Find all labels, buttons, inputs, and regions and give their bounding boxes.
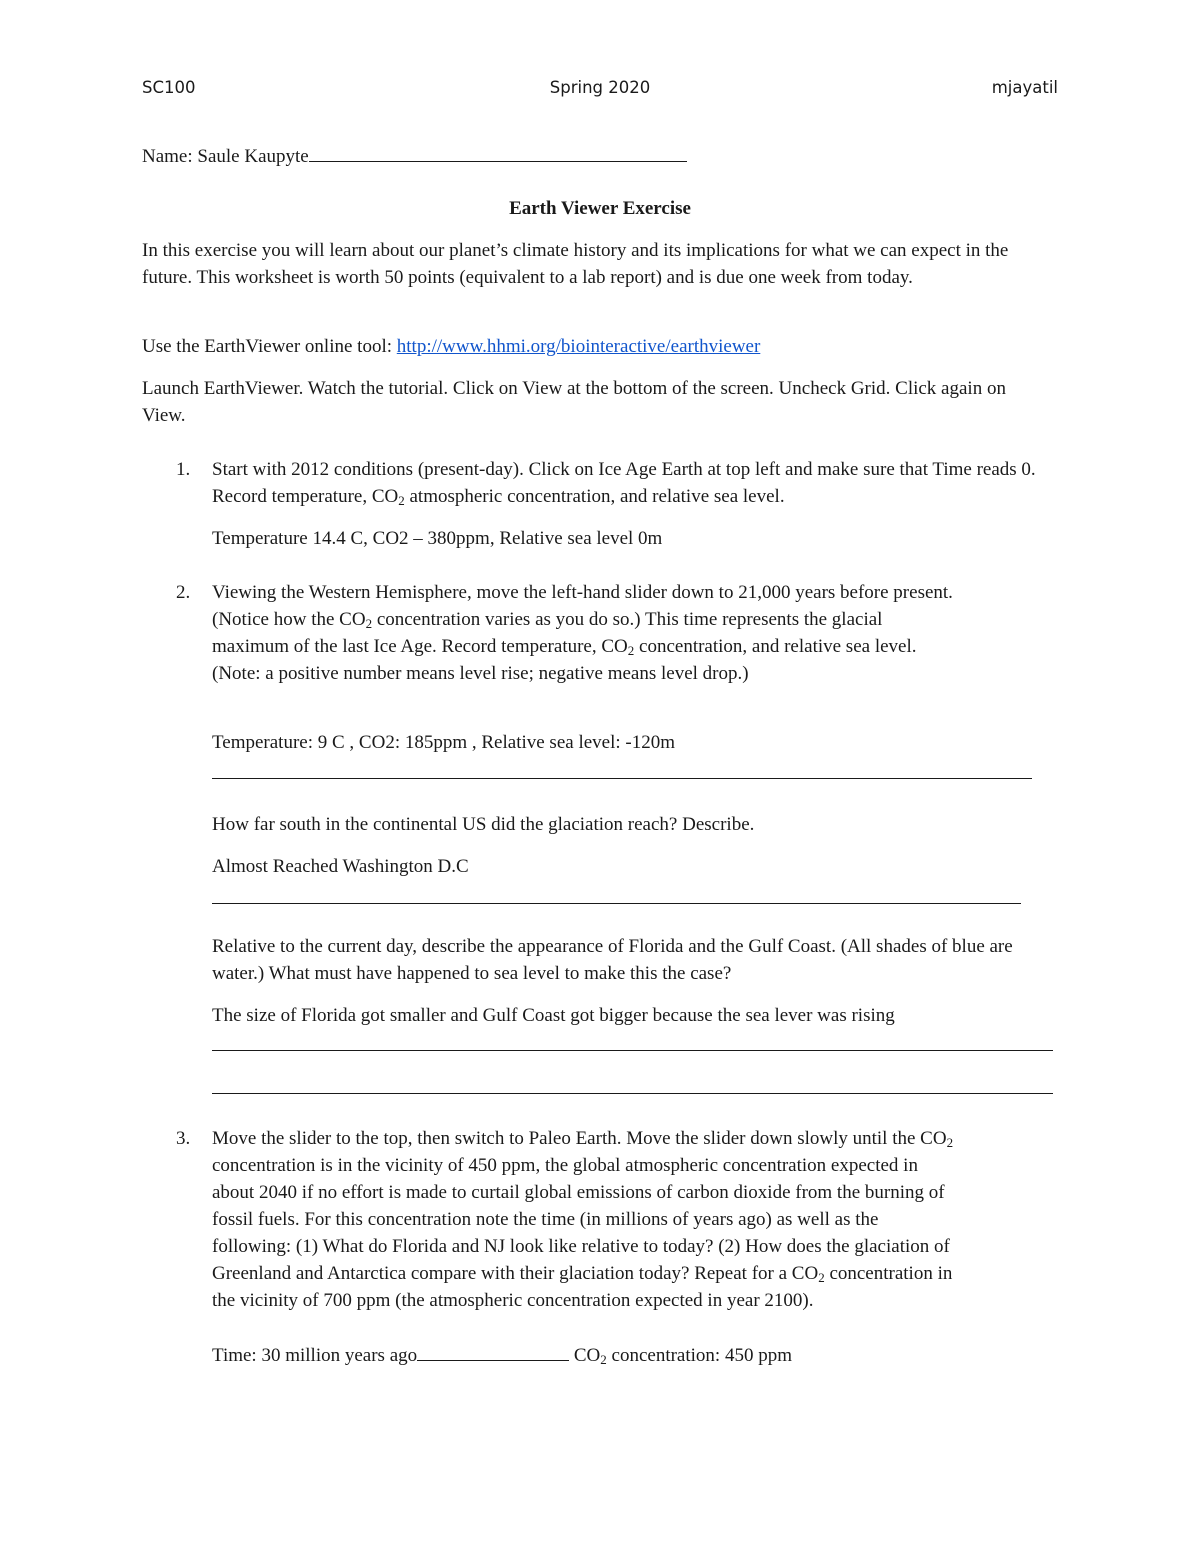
tool-line xyxy=(142,333,1058,360)
q2-answer: Temperature: 9 C , CO2: 185ppm , Relative sea level: -120m xyxy=(212,732,676,753)
q2-florida-answer: The size of Florida got smaller and Gulf Coast got bigger because the sea lever was rising xyxy=(212,1005,895,1026)
q2-florida-question: Relative to the current day, describe the appearance of Florida and the Gulf Coast. (All shades of blue are water.) What must have happened to sea level to make this the case? xyxy=(212,936,1013,984)
answer-line xyxy=(212,1050,1053,1051)
answer-line xyxy=(212,903,1021,904)
q3-number: 3. xyxy=(176,1128,191,1149)
q2-text: Viewing the Western Hemisphere, move the left-hand slider down to 21,000 years before present. (Notice how the $CO_2$ concentration varies as you do so.) This time represents the glacial maximum of the last Ice Age. Record temperature, $CO_2$ concentration, and relative sea level. (Note: a positive number means level rise; negative means level drop.) xyxy=(212,582,953,684)
q2-glaciation-answer: Almost Reached Washington D.C xyxy=(212,856,469,877)
name-label: Name: xyxy=(142,146,198,167)
name-underline xyxy=(309,141,687,162)
q3-answer xyxy=(212,1340,1058,1369)
launch-instructions: Launch EarthViewer. Watch the tutorial. Click on View at the bottom of the screen. Uncheck Grid. Click again on View. xyxy=(142,378,1006,426)
q1-text: Start with 2012 conditions (present-day). Click on Ice Age Earth at top left and make sure that Time reads 0. Record temperature, $CO_2$ atmospheric concentration, and relative sea level. xyxy=(212,459,1036,508)
student-name: Saule Kaupyte xyxy=(197,146,309,167)
q3-co2-answer: $CO_2$ concentration: 450 ppm xyxy=(569,1345,792,1367)
q1-answer: Temperature 14.4 C, CO2 – 380ppm, Relative sea level 0m xyxy=(212,528,663,549)
time-underline xyxy=(417,1340,569,1361)
intro-paragraph: In this exercise you will learn about our planet’s climate history and its implications for what we can expect in the future. This worksheet is worth 50 points (equivalent to a lab report) and is due one week from today. xyxy=(142,240,1009,288)
q1-number: 1. xyxy=(176,459,191,480)
earthviewer-link[interactable]: http://www.hhmi.org/biointeractive/earthviewer xyxy=(396,336,761,357)
term: Spring 2020 xyxy=(549,78,651,97)
page-title: Earth Viewer Exercise xyxy=(509,198,691,219)
tool-prefix: Use the EarthViewer online tool: xyxy=(142,336,397,357)
q3-time-answer: Time: 30 million years ago xyxy=(212,1345,418,1366)
name-line xyxy=(142,141,1058,170)
q2-number: 2. xyxy=(176,582,191,603)
q2-glaciation-question: How far south in the continental US did the glaciation reach? Describe. xyxy=(212,814,755,835)
author-id: mjayatil xyxy=(991,78,1058,97)
page-header xyxy=(142,74,1058,100)
answer-line xyxy=(212,1093,1053,1094)
q3-text: Move the slider to the top, then switch to Paleo Earth. Move the slider down slowly until the $CO_2$ concentration is in the vicinity of 450 ppm, the global atmospheric concentration expected in about 2040 if no effort is made to curtail global emissions of carbon dioxide from the burning of fossil fuels. For this concentration note the time (in millions of years ago) as well as the following: (1) What do Florida and NJ look like relative to today? (2) How does the glaciation of Greenland and Antarctica compare with their glaciation today? Repeat for a $CO_2$ concentration in the vicinity of 700 ppm (the atmospheric concentration expected in year 2100). xyxy=(212,1128,954,1311)
answer-line xyxy=(212,778,1032,779)
course-code: SC100 xyxy=(142,78,196,97)
